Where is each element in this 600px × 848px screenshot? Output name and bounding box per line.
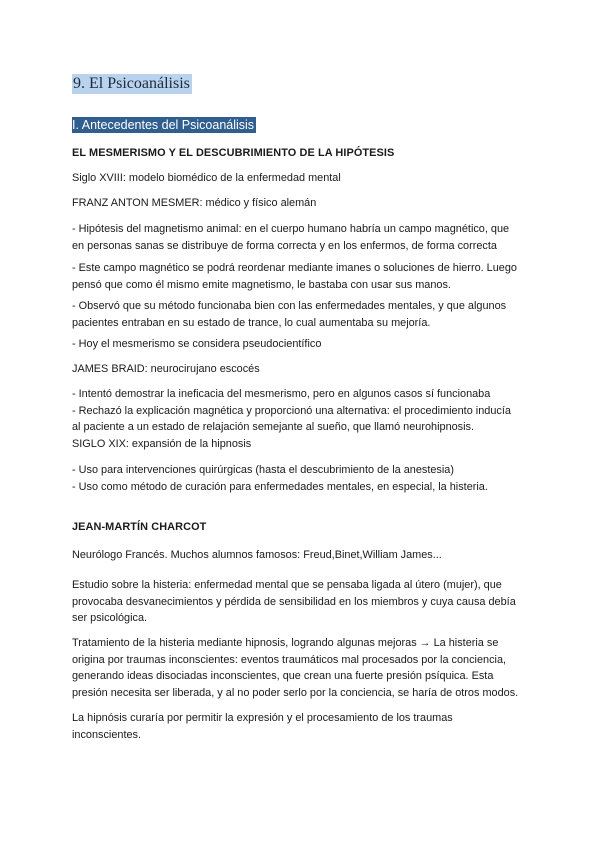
text-line: origina por traumas inconscientes: eventos traumáticos mal procesados por la conciencia, bbox=[72, 653, 507, 666]
text-line: SIGLO XIX: expansión de la hipnosis bbox=[72, 438, 252, 450]
text-line: - Hoy el mesmerismo se considera pseudocientífico bbox=[72, 338, 322, 350]
text-line: en personas sanas se distribuye de forma correcta y en los enfermos, de forma correcta bbox=[72, 239, 497, 252]
text-line: - Este campo magnético se podrá reordenar mediante imanes o soluciones de hierro. Luego bbox=[72, 262, 517, 274]
text-line: al paciente a un estado de relajación semejante al sueño, que llamó neurohipnosis. bbox=[72, 421, 475, 433]
text-line: Estudio sobre la histeria: enfermedad mental que se pensaba ligada al útero (mujer), que bbox=[72, 579, 502, 591]
paragraph-tratamiento bbox=[72, 635, 532, 701]
text-line: pacientes entraban en su estado de trance, lo cual aumentaba su mejoría. bbox=[72, 316, 431, 329]
text-line: FRANZ ANTON MESMER: médico y físico alemán bbox=[72, 197, 317, 209]
text-line: - Uso como método de curación para enfermedades mentales, en especial, la histeria. bbox=[72, 480, 488, 493]
text-line: Neurólogo Francés. Muchos alumnos famosos: Freud,Binet,William James... bbox=[72, 549, 442, 561]
paragraph-hipnosis-usos bbox=[72, 462, 532, 495]
paragraph-siglo-xix bbox=[72, 436, 532, 453]
text-line: - Uso para intervenciones quirúrgicas (hasta el descubrimiento de la anestesia) bbox=[72, 464, 454, 476]
text-line: generando ideas disociadas inconscientes, que crean una fuerte presión psíquica. Esta bbox=[72, 670, 494, 682]
paragraph-campo-magnetico bbox=[72, 260, 532, 293]
page-title: 9. El Psicoanálisis bbox=[73, 75, 190, 92]
paragraph-mesmer bbox=[72, 195, 532, 212]
text-line: JAMES BRAID: neurocirujano escocés bbox=[72, 363, 260, 375]
paragraph-neurologo bbox=[72, 547, 532, 564]
paragraph-pseudocientifico bbox=[72, 336, 532, 353]
paragraph-braid-details bbox=[72, 386, 532, 436]
text-line: - Hipótesis del magnetismo animal: en el cuerpo humano habría un campo magnético, que bbox=[72, 223, 510, 235]
text-line: La hipnósis curaría por permitir la expresión y el procesamiento de los traumas bbox=[72, 712, 453, 724]
paragraph-histeria bbox=[72, 577, 532, 627]
paragraph-hipnosis-curaria bbox=[72, 710, 532, 743]
text-line: EL MESMERISMO Y EL DESCUBRIMIENTO DE LA HIPÓTESIS bbox=[72, 147, 395, 159]
section-subtitle: I. Antecedentes del Psicoanálisis bbox=[72, 118, 255, 132]
text-line: Siglo XVIII: modelo biomédico de la enfermedad mental bbox=[72, 172, 341, 184]
text-line: inconscientes. bbox=[72, 728, 142, 741]
text-line: provocaba desvanecimientos y pérdida de sensibilidad en los miembros y cuya causa debía bbox=[72, 595, 516, 608]
text-line: - Observó que su método funcionaba bien con las enfermedades mentales, y que algunos bbox=[72, 300, 507, 312]
text-line: pensó que como él mismo emite magnetismo, le bastaba con usar sus manos. bbox=[72, 278, 451, 291]
paragraph-metodo bbox=[72, 298, 532, 331]
text-line: Tratamiento de la histeria mediante hipnosis, logrando algunas mejoras → La histeria se bbox=[72, 637, 499, 649]
text-line: - Intentó demostrar la ineficacia del mesmerismo, pero en algunos casos sí funcionaba bbox=[72, 388, 491, 400]
text-line: ser psicológica. bbox=[72, 612, 148, 624]
paragraph-magnetismo bbox=[72, 221, 532, 254]
paragraph-braid bbox=[72, 361, 532, 378]
heading-charcot bbox=[72, 519, 532, 536]
heading-mesmerismo bbox=[72, 145, 532, 162]
text-line: JEAN-MARTÍN CHARCOT bbox=[72, 521, 207, 533]
text-line: - Rechazó la explicación magnética y proporcionó una alternativa: el procedimiento inducía bbox=[72, 404, 511, 417]
paragraph-siglo-xviii bbox=[72, 170, 532, 187]
text-line: presión necesita ser liberada, y al no poder serlo por la conciencia, se haría de otros modos. bbox=[72, 686, 519, 699]
